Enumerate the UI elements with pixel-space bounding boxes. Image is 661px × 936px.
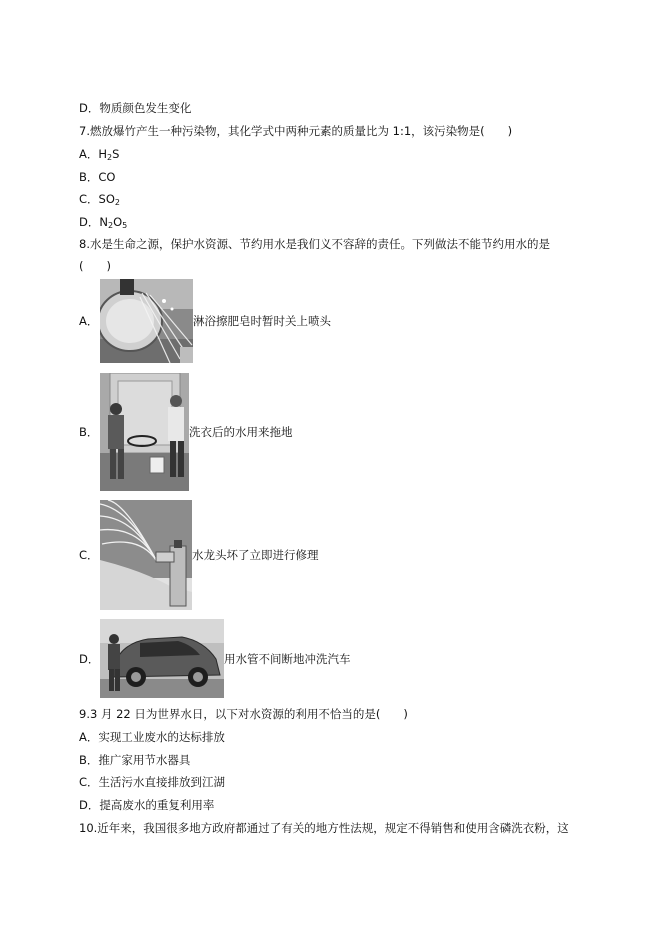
formula: S bbox=[112, 147, 120, 161]
option-text: 用水管不间断地冲洗汽车 bbox=[224, 651, 351, 666]
option-letter: B． bbox=[79, 170, 99, 184]
formula: N bbox=[99, 215, 108, 229]
q10-stem: 10.近年来，我国很多地方政府都通过了有关的地方性法规，规定不得销售和使用含磷洗衣粉，这 bbox=[79, 821, 569, 835]
q8-option-d bbox=[79, 619, 351, 698]
q7-option-d bbox=[79, 214, 127, 230]
option-text: 水龙头坏了立即进行修理 bbox=[192, 548, 319, 562]
formula: CO bbox=[98, 170, 116, 184]
faucet-photo bbox=[100, 500, 192, 610]
formula-subscript: 2 bbox=[107, 153, 113, 162]
q6-option-d: D．物质颜色发生变化 bbox=[79, 101, 192, 115]
q8-option-c bbox=[79, 500, 319, 610]
option-letter: D． bbox=[79, 651, 100, 666]
q8-stem-paren: ( ) bbox=[79, 259, 111, 273]
q7-option-a bbox=[79, 146, 119, 162]
option-text: 提高废水的重复利用率 bbox=[99, 798, 215, 812]
car-washing-photo bbox=[100, 619, 224, 698]
option-letter: A． bbox=[79, 730, 99, 744]
option-letter: A． bbox=[79, 147, 99, 161]
q9-option-a bbox=[79, 729, 225, 745]
q9-option-c bbox=[79, 774, 225, 790]
formula-subscript: 2 bbox=[114, 198, 120, 207]
option-letter: B． bbox=[79, 425, 99, 439]
option-text: 淋浴擦肥皂时暂时关上喷头 bbox=[193, 314, 331, 328]
formula: SO bbox=[98, 192, 115, 206]
option-letter: C． bbox=[79, 548, 99, 562]
people-washing-photo bbox=[100, 373, 189, 491]
option-letter: A． bbox=[79, 314, 99, 328]
q8-option-a bbox=[79, 279, 331, 363]
q9-stem: 9.3 月 22 日为世界水日，以下对水资源的利用不恰当的是( ) bbox=[79, 707, 408, 721]
option-letter: B． bbox=[79, 753, 99, 767]
option-text: 实现工业废水的达标排放 bbox=[98, 730, 225, 744]
formula-subscript: 5 bbox=[122, 221, 128, 230]
option-text: 生活污水直接排放到江湖 bbox=[98, 775, 226, 789]
formula: H bbox=[98, 147, 108, 161]
option-text: 推广家用节水器具 bbox=[98, 753, 191, 767]
q9-option-d bbox=[79, 797, 214, 813]
option-letter: C． bbox=[79, 775, 99, 789]
q7-option-c bbox=[79, 191, 120, 207]
q8-option-b bbox=[79, 373, 293, 491]
q7-option-b bbox=[79, 169, 115, 185]
option-letter: D． bbox=[79, 215, 100, 229]
option-letter: C． bbox=[79, 192, 99, 206]
q7-stem: 7.燃放爆竹产生一种污染物，其化学式中两种元素的质量比为 1:1，该污染物是( ) bbox=[79, 124, 513, 138]
option-letter: D． bbox=[79, 798, 100, 812]
option-text: 洗衣后的水用来拖地 bbox=[189, 425, 293, 439]
shower-head-photo bbox=[100, 279, 193, 363]
q8-stem: 8.水是生命之源，保护水资源、节约用水是我们义不容辞的责任。下列做法不能节约用水的是 bbox=[79, 237, 550, 251]
formula: O bbox=[113, 215, 123, 229]
q9-option-b bbox=[79, 752, 190, 768]
formula-subscript: 2 bbox=[107, 221, 114, 230]
